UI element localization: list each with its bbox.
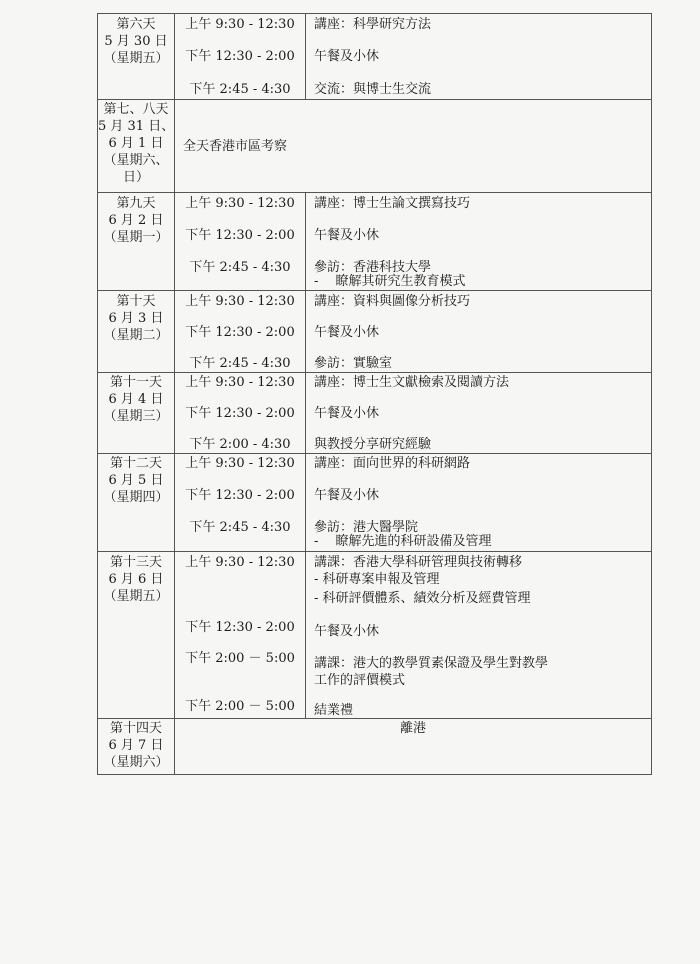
day-cell	[98, 291, 175, 373]
day-weekday: （星期四）	[103, 490, 169, 505]
activity-subitem: - 瞭解先進的科研設備及管理	[314, 534, 492, 549]
day-weekday: 日）	[122, 170, 149, 185]
time-cell	[175, 14, 306, 100]
time-cell	[175, 193, 306, 291]
day-label: 第十四天	[109, 721, 162, 736]
activity: 午餐及小休	[314, 488, 380, 503]
activity: 講座：博士生論文撰寫技巧	[314, 196, 471, 211]
time-slot: 下午 12:30 - 2:00	[185, 49, 295, 64]
time-slot: 上午 9:30 - 12:30	[185, 375, 295, 390]
time-slot: 下午 2:00 － 5:00	[185, 651, 295, 666]
activity: 講座：資料與圖像分析技巧	[314, 294, 471, 309]
time-slot: 下午 12:30 - 2:00	[185, 406, 295, 421]
activity: 與教授分享研究經驗	[314, 437, 432, 452]
activity: 交流：與博士生交流	[314, 82, 432, 97]
day-cell	[98, 373, 175, 454]
time-slot: 下午 2:45 - 4:30	[189, 356, 291, 371]
time-slot: 下午 12:30 - 2:00	[185, 620, 295, 635]
time-slot: 下午 2:00 － 5:00	[185, 699, 295, 714]
activity: 講課：港大的教學質素保證及學生對教學	[314, 656, 549, 671]
day-weekday: （星期六）	[103, 755, 169, 770]
activity: 午餐及小休	[314, 624, 380, 639]
time-slot: 上午 9:30 - 12:30	[185, 196, 295, 211]
day-cell	[98, 14, 175, 100]
time-cell	[175, 291, 306, 373]
day-label: 第十二天	[109, 456, 162, 471]
activity: 午餐及小休	[314, 49, 380, 64]
activity-cell	[306, 14, 652, 100]
table-row	[98, 552, 652, 719]
activity: 講座：面向世界的科研網路	[314, 456, 471, 471]
time-cell	[175, 552, 306, 719]
activity: 講座：科學研究方法	[314, 17, 432, 32]
day-weekday: （星期二）	[103, 328, 169, 343]
activity: 午餐及小休	[314, 228, 380, 243]
time-slot: 下午 12:30 - 2:00	[185, 488, 295, 503]
activity-subitem: - 科研評價體系、績效分析及經費管理	[314, 591, 531, 606]
day-label: 第九天	[116, 196, 156, 211]
time-slot: 上午 9:30 - 12:30	[185, 17, 295, 32]
day-cell	[98, 193, 175, 291]
activity: 參訪：香港科技大學	[314, 260, 432, 275]
time-slot: 下午 2:00 - 4:30	[189, 437, 291, 452]
activity: 參訪：港大醫學院	[314, 520, 419, 535]
day-date: 6 月 2 日	[108, 213, 164, 228]
activity-cell	[306, 552, 652, 719]
day-date: 6 月 5 日	[108, 473, 164, 488]
time-slot: 下午 2:45 - 4:30	[189, 520, 291, 535]
day-label: 第六天	[116, 17, 156, 32]
day-cell	[98, 552, 175, 719]
day-cell	[98, 719, 175, 775]
full-day-cell	[175, 100, 652, 193]
table-row	[98, 14, 652, 100]
day-date: 6 月 4 日	[108, 392, 164, 407]
table-row	[98, 193, 652, 291]
activity-subitem: - 瞭解其研究生教育模式	[314, 274, 466, 289]
day-label: 第七、八天	[103, 102, 169, 117]
activity-cell	[306, 291, 652, 373]
day-weekday: （星期三）	[103, 409, 169, 424]
day-weekday: （星期一）	[103, 230, 169, 245]
time-slot: 下午 2:45 - 4:30	[189, 260, 291, 275]
table-row	[98, 454, 652, 552]
table-row	[98, 719, 652, 775]
day-weekday: （星期六、	[103, 153, 169, 168]
activity-subitem: - 科研專案申報及管理	[314, 572, 440, 587]
activity: 結業禮	[314, 703, 354, 718]
activity-cell	[306, 373, 652, 454]
day-weekday: （星期五）	[103, 51, 169, 66]
day-date: 6 月 6 日	[108, 572, 164, 587]
activity: 講座：博士生文獻檢索及閱讀方法	[314, 375, 510, 390]
time-slot: 下午 2:45 - 4:30	[189, 82, 291, 97]
activity: 午餐及小休	[314, 325, 380, 340]
full-day-activity: 離港	[399, 721, 426, 736]
day-date: 6 月 1 日	[108, 136, 164, 151]
activity: 講課：香港大學科研管理與技術轉移	[314, 555, 523, 570]
table-row	[98, 373, 652, 454]
day-date: 5 月 31 日、	[98, 119, 175, 134]
day-weekday: （星期五）	[103, 589, 169, 604]
day-label: 第十天	[116, 294, 156, 309]
time-cell	[175, 373, 306, 454]
time-slot: 上午 9:30 - 12:30	[185, 456, 295, 471]
activity-cell	[306, 454, 652, 552]
day-cell	[98, 454, 175, 552]
table-row	[98, 291, 652, 373]
schedule-table	[97, 13, 652, 775]
full-day-activity: 全天香港市區考察	[183, 139, 288, 154]
day-label: 第十三天	[109, 555, 162, 570]
activity: 工作的評價模式	[314, 673, 406, 688]
day-date: 6 月 3 日	[108, 311, 164, 326]
day-label: 第十一天	[109, 375, 162, 390]
table-row	[98, 100, 652, 193]
full-day-cell	[175, 719, 652, 775]
day-date: 6 月 7 日	[108, 738, 164, 753]
time-slot: 下午 12:30 - 2:00	[185, 228, 295, 243]
day-date: 5 月 30 日	[104, 34, 168, 49]
time-slot: 上午 9:30 - 12:30	[185, 294, 295, 309]
activity: 午餐及小休	[314, 406, 380, 421]
time-cell	[175, 454, 306, 552]
activity: 參訪：實驗室	[314, 356, 393, 371]
time-slot: 下午 12:30 - 2:00	[185, 325, 295, 340]
time-slot: 上午 9:30 - 12:30	[185, 555, 295, 570]
day-cell	[98, 100, 175, 193]
activity-cell	[306, 193, 652, 291]
